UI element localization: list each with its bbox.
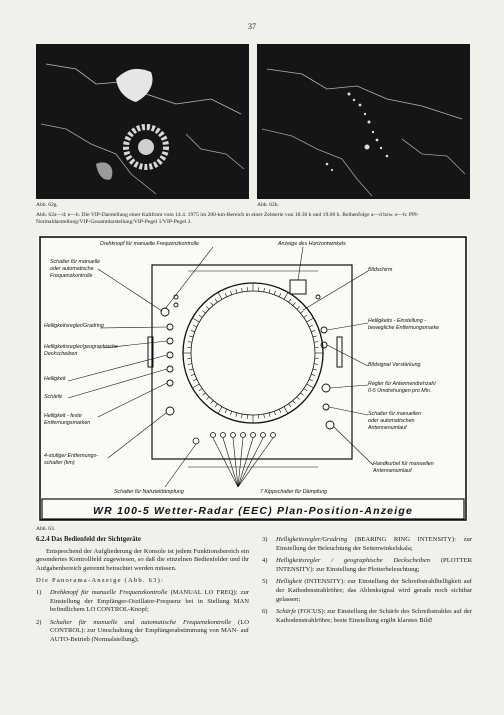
scope-tick: [191, 374, 195, 375]
scope-tick: [211, 400, 214, 403]
left-label-11: schalter (km): [44, 460, 75, 466]
scope-tick: [304, 315, 307, 317]
right-label-9: Handkurbel für manuellen: [373, 461, 434, 467]
scope-tick: [289, 299, 291, 302]
list-item-title: Helligkeitsregler / geographische Deckscheiben: [276, 557, 431, 565]
right-label-3: Bildsignal Verstärkung: [368, 362, 421, 368]
figure-label-63: Abb. 63.: [36, 526, 56, 532]
scope-tick: [297, 306, 300, 309]
scope-tick: [314, 364, 318, 365]
label-toggle-switches: 7 Kippschalter für Dämpfung: [260, 489, 328, 495]
list-item: [262, 536, 472, 553]
scope-tick: [218, 407, 222, 414]
scope-tick: [300, 311, 303, 314]
right-label-2: bewegliche Entfernungsmarke: [368, 325, 440, 331]
scope-tick: [313, 369, 317, 370]
scope-tick: [279, 293, 281, 297]
list-item-number: 6): [262, 608, 268, 616]
radar-photo-left-image: [36, 44, 249, 199]
list-item-number: 2): [36, 618, 42, 626]
scope-tick: [297, 397, 300, 400]
scope-tick: [193, 325, 197, 327]
scope-tick: [242, 288, 243, 292]
scope-tick: [289, 404, 291, 407]
scope-tick: [309, 325, 313, 327]
scope-tick: [284, 292, 288, 299]
scope-tick: [189, 369, 193, 370]
diagram-banner: WR 100-5 Wetter-Radar (EEC) Plan-Position-Anzeige: [93, 505, 413, 517]
scope-tick: [242, 414, 243, 418]
scope-tick: [274, 291, 275, 295]
left-label-4: Helligkeitsregler/geographische: [44, 344, 118, 350]
scope-tick: [274, 411, 275, 415]
scope-tick: [293, 400, 296, 403]
scope-tick: [218, 292, 222, 299]
list-item-title: Drehknopf für manuelle Frequenzkontrolle: [50, 588, 168, 596]
scope-tick: [199, 389, 202, 391]
list-item-number: 1): [36, 588, 42, 596]
figure-label-right: Abb. 62h.: [257, 202, 279, 208]
label-near-target-switch: Schalter für Nahzieldämpfung: [114, 489, 184, 495]
radar-photo-left: [36, 44, 249, 199]
scope-tick: [192, 318, 199, 322]
scope-tick: [225, 409, 227, 413]
scope-tick: [311, 374, 315, 375]
right-label-1: Helligkeits - Einstellung -: [368, 318, 426, 324]
right-label-5: 0-5 Umdrehungen pro Min.: [368, 388, 432, 394]
left-label-2: Frequenzkontrolle: [50, 273, 93, 279]
left-label-8: Helligkeit - feste: [44, 413, 82, 419]
scope-tick: [236, 413, 237, 417]
figure-label-left: Abb. 62g.: [36, 202, 58, 208]
scope-tick: [199, 315, 202, 317]
list-item-number: 5): [262, 578, 268, 586]
left-label-6: Helligkeit: [44, 376, 66, 382]
scope-ring: [183, 283, 323, 423]
scope-tick: [300, 393, 303, 396]
scope-tick: [307, 318, 314, 322]
list-item-text: (INTENSITY): zur Einstellung der Schreibstrahlhelligkeit auf der Kathodenstrahlröhre; das Ablenksignal wird gerade noch sichtbar gelassen;: [276, 578, 472, 603]
scope-tick: [202, 393, 205, 396]
list-item-text: (MANUAL LO FREQ): zur Einstellung der Empfänger-Oszillator-Frequenz bei in Stellung MAN befindlichem LO CONTROL-Knopf;: [50, 588, 249, 614]
left-label-10: 4-stufiger Entfernungs-: [44, 453, 98, 459]
list-item-text: (FOCUS): zur Einstellung der Schärfe des Schreibstrahles auf der Kathodenstrahlröhre; beste Einstellung ergibt klarstes Bild!: [276, 608, 472, 624]
scope-tick: [304, 389, 307, 391]
scope-tick: [230, 291, 231, 295]
scope-tick: [279, 409, 281, 413]
list-heading: Die Panorama-Anzeige (Abb. 63):: [36, 577, 165, 585]
left-label-7: Schärfe: [44, 394, 63, 400]
section-heading: 6.2.4 Das Bedienfeld der Sichtgeräte: [36, 536, 141, 543]
scope-tick: [313, 336, 317, 337]
scope-tick: [307, 384, 314, 388]
console-drawing: [38, 235, 468, 522]
figure-caption: Abb. 62a—d; e—h. Die VIP-Darstellung einer Kaltfront vom 14.4. 1975 im 200-km-Bereich in einer Zeitserie von 18.30 h und 19.00 h. Reihenfolge a—d bzw. e—h: PPI-Normaldarstellung/VIP-Gesamtdarstellung/VIP-Pegel 1/VIP-Pegel 2.: [36, 212, 419, 225]
scope-tick: [269, 413, 270, 417]
list-item: [36, 619, 249, 645]
scope-tick: [192, 384, 199, 388]
list-item: [262, 557, 472, 574]
scope-tick: [193, 379, 197, 381]
list-item: [262, 578, 472, 604]
scope-tick: [191, 330, 195, 331]
scope-screen: [191, 291, 315, 415]
list-item-title: Helligkeitsregler/Gradring: [276, 536, 348, 543]
scope-tick: [225, 293, 227, 297]
scope-tick: [230, 411, 231, 415]
scope-tick: [215, 299, 217, 302]
list-item-text: (PLOTTER INTENSITY): zur Einstellung der Plotterbeleuchtung;: [276, 557, 472, 573]
scope-tick: [189, 336, 193, 337]
list-item-title: Helligkeit: [276, 578, 302, 586]
scope-tick: [211, 302, 214, 305]
list-item-title: Schärfe: [276, 608, 297, 616]
scope-tick: [284, 407, 288, 414]
left-label-1: oder automatische: [50, 266, 94, 272]
scope-tick: [264, 414, 265, 418]
right-label-4: Regler für Antennendrehzahl: [368, 381, 436, 387]
right-label-8: Antennenumlauf: [368, 425, 407, 431]
list-item-text: (LO CONTROL): zur Umschaltung der Empfängerabstimmung von MAN- auf AUTO-Betrieb (Normalstellung);: [50, 618, 249, 643]
scope-tick: [236, 289, 237, 293]
list-item: [36, 589, 249, 615]
list-item-number: 4): [262, 557, 268, 565]
text-column-left: [36, 536, 249, 649]
radar-photo-right-image: [257, 44, 470, 199]
scope-tick: [188, 342, 192, 343]
scope-tick: [314, 342, 318, 343]
label-frequency-knob: Drehknopf für manuelle Frequenzkontrolle: [100, 241, 199, 247]
radar-photo-right: [257, 44, 470, 199]
scope-tick: [311, 330, 315, 331]
list-item: [262, 608, 472, 625]
left-label-5: Deckscheiben: [44, 351, 78, 357]
intro-paragraph: Entsprechend der Aufgliederung der Konsole ist jedem Funktionsbereich ein gesondertes Kontrollfeld zugewiesen, so daß die einzelnen Bedienfelder und ihr Aufgabenbereich getrennt betrachtet werden müssen.: [36, 547, 249, 572]
list-item-number: 3): [262, 536, 268, 543]
label-horizon-display: Anzeige des Horizontwinkels: [278, 241, 346, 247]
radar-console-diagram: [38, 235, 468, 522]
right-label-7: oder automatischen: [368, 418, 415, 424]
left-label-0: Schalter für manuelle: [50, 259, 101, 265]
scope-tick: [293, 302, 296, 305]
text-column-right: [262, 536, 472, 629]
scope-tick: [202, 311, 205, 314]
left-label-3: Helligkeitsregler/Gradring: [44, 323, 104, 329]
left-label-9: Entfernungsmarken: [44, 420, 91, 426]
right-label-0: Bildschirm: [368, 267, 393, 273]
scope-tick: [188, 364, 192, 365]
page-number: 37: [248, 22, 256, 31]
right-label-10: Antennenumlauf: [373, 468, 412, 474]
right-label-6: Schalter für manuellen: [368, 411, 421, 417]
scope-tick: [215, 404, 217, 407]
list-item-text: (BEARING RING INTENSITY): zur Einstellung der Beleuchtung der Seitenwinkelskala;: [276, 536, 472, 552]
list-item-title: Schalter für manuelle und automatische Frequenzkontrolle: [50, 618, 232, 626]
scope-tick: [206, 397, 209, 400]
scope-tick: [309, 379, 313, 381]
scope-tick: [264, 288, 265, 292]
scope-tick: [206, 306, 209, 309]
scope-tick: [269, 289, 270, 293]
